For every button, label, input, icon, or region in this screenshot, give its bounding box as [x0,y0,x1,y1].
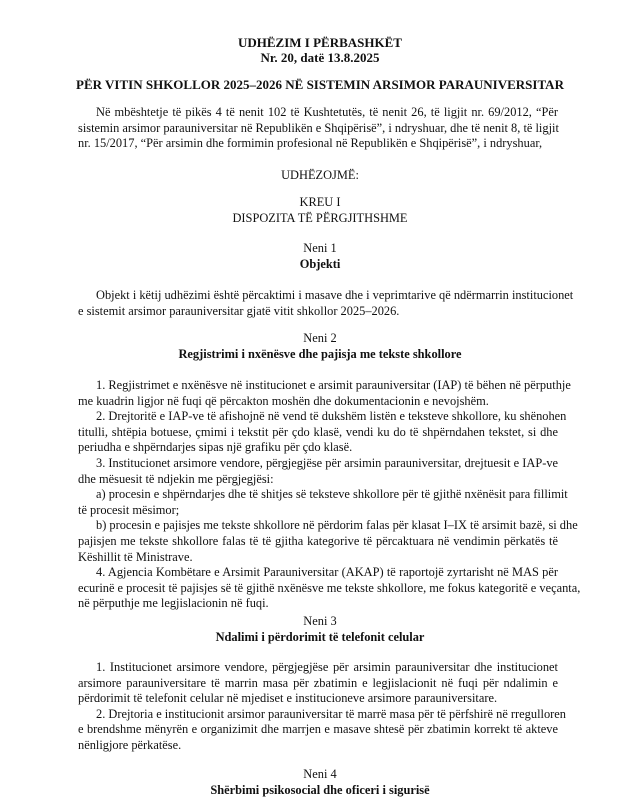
article-paragraph [78,660,566,754]
paragraph-line: arsimore parauniversitare të marrin masa për zbatimin e legjislacionit në fuqi për ndalimin e [78,675,558,690]
paragraph-line: a) procesin e shpërndarjes dhe të shitjes së teksteve shkollore për të gjithë nxënësit para fillimit [96,487,568,502]
paragraph-line: përdorimit të telefonit celular në mjediset e institucioneve arsimore parauniversitare. [78,691,498,706]
paragraph-line: titulli, shtëpia botuese, çmimi i tekstit për çdo klasë, vendi ku do të shpërndahen tekstet, si dhe [78,424,558,439]
preamble-line: nr. 15/2017, “Për arsimin dhe formimin profesional në Republikën e Shqipërisë”, i ndryshuar, [78,136,543,151]
article-title: Regjistrimi i nxënësve dhe pajisja me tekste shkollore [178,347,462,361]
paragraph-line: 1. Regjistrimet e nxënësve në institucionet e arsimit parauniversitar (IAP) të bëhen në përputhje [96,378,571,392]
article-title: Ndalimi i përdorimit të telefonit celular [215,630,425,644]
paragraph-line: 2. Drejtoritë e IAP-ve të afishojnë në vend të dukshëm listën e teksteve shkollore, ku shënohen [96,409,567,424]
article-number: Neni 3 [303,614,337,628]
document-title: UDHËZIM I PËRBASHKËT [238,35,402,50]
paragraph-line: 2. Drejtoria e institucionit arsimor parauniversitar të marrë masa për të përfshirë në rregulloren [96,706,566,721]
document-number-date: Nr. 20, datë 13.8.2025 [260,50,380,65]
preamble-line: Në mbështetje të pikës 4 të nenit 102 të Kushtetutës, të nenit 26, të ligjit nr. 69/2012, “Për [96,105,558,119]
chapter-title: DISPOZITA TË PËRGJITHSHME [232,211,408,225]
paragraph-line: 3. Institucionet arsimore vendore, përgjegjëse për arsimin parauniversitar, drejtuesit e IAP-ve [96,455,559,470]
paragraph-line: nënligjore përkatëse. [78,737,182,752]
paragraph-line: në përputhje me legjislacionin në fuqi. [78,596,269,611]
preamble-paragraph [78,105,558,152]
paragraph-line: periudha e shpërndarjes sipas një grafiku për çdo klasë. [78,440,353,455]
article-number: Neni 4 [303,767,337,781]
paragraph-line: Objekt i këtij udhëzimi është përcaktimi i masave dhe i veprimtarive që ndërmarrin institucionet [96,288,574,302]
paragraph-line: Këshillit të Ministrave. [78,549,193,564]
article-number: Neni 2 [303,331,337,345]
preamble-line: sistemin arsimor parauniversitar në Republikën e Shqipërisë”, i ndryshuar, dhe të nenit 8, të ligjit [78,120,559,135]
paragraph-line: 4. Agjencia Kombëtare e Arsimit Parauniversitar (AKAP) të raportojë zyrtarisht në MAS për [96,565,558,580]
paragraph-line: e sistemit arsimor parauniversitar gjatë vitit shkollor 2025–2026. [78,303,400,318]
paragraph-line: b) procesin e pajisjes me tekste shkollore në përdorim falas për klasat I–IX të arsimit bazë, si dhe [96,518,578,533]
instruct-heading: UDHËZOJMË: [281,168,359,182]
paragraph-line: e brendshme mënyrën e organizimit dhe marrjen e masave shtesë për zbatimin korrekt të akteve [78,722,558,737]
chapter-label: KREU I [299,195,341,209]
paragraph-line: të procesit mësimor; [78,502,180,517]
paragraph-line: ecurinë e procesit të pajisjes së të gjithë nxënësve me tekste shkollore, me fokus kategoritë e veçanta, [78,580,581,595]
document-subject: PËR VITIN SHKOLLOR 2025–2026 NË SISTEMIN ARSIMOR PARAUNIVERSITAR [76,77,564,92]
article-paragraph [78,288,574,319]
paragraph-line: dhe mësuesit të ndjekin me përgjegjësi: [78,471,274,486]
article-number: Neni 1 [303,241,337,255]
article-paragraph [78,378,581,612]
paragraph-line: me kuadrin ligjor në fuqi që përcakton moshën dhe dokumentacionin e nevojshëm. [78,393,489,408]
paragraph-line: pajisjen me tekste shkollore falas të të gjitha kategorive të përcaktuara në vendimin përkatës të [78,533,558,548]
article-title: Shërbimi psikosocial dhe oficeri i sigurisë [210,783,430,797]
paragraph-line: 1. Institucionet arsimore vendore, përgjegjëse për arsimin parauniversitar dhe institucionet [96,660,558,674]
article-title: Objekti [299,257,341,271]
